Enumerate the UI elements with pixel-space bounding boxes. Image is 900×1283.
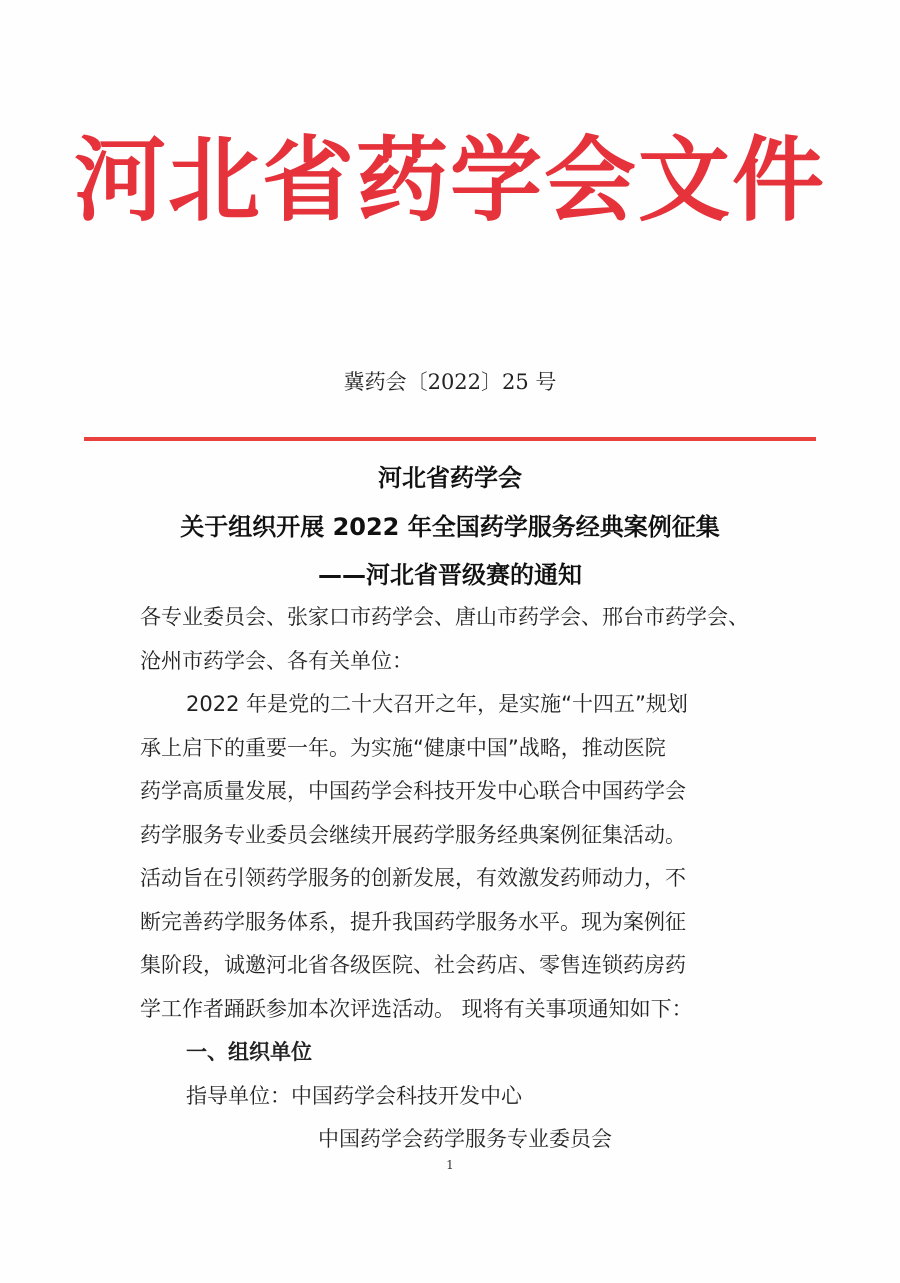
- notice-body: [140, 596, 780, 1162]
- addressee-line: 各专业委员会、张家口市药学会、唐山市药学会、邢台市药学会、: [140, 605, 749, 629]
- paragraph-line: 断完善药学服务体系，提升我国药学服务水平。现为案例征: [140, 909, 686, 934]
- red-divider-line: [84, 437, 816, 441]
- masthead-title: 河北省药学会文件: [73, 126, 826, 234]
- paragraph-line: 药学高质量发展，中国药学会科技开发中心联合中国药学会: [140, 779, 686, 803]
- paragraph-line: 活动旨在引领药学服务的创新发展，有效激发药师动力，不: [140, 866, 686, 890]
- guide-unit-line: 指导单位：中国药学会科技开发中心: [186, 1083, 522, 1108]
- page-number: 1: [446, 1158, 454, 1172]
- notice-title-line-3: ——河北省晋级赛的通知: [318, 561, 582, 589]
- notice-title-line-2: 关于组织开展 2022 年全国药学服务经典案例征集: [180, 513, 720, 541]
- paragraph-line: 集阶段，诚邀河北省各级医院、社会药店、零售连锁药房药: [140, 953, 686, 977]
- paragraph-line: 药学服务专业委员会继续开展药学服务经典案例征集活动。: [140, 822, 686, 847]
- guide-unit-line: 中国药学会药学服务专业委员会: [318, 1127, 612, 1151]
- section-heading: 一、组织单位: [186, 1040, 312, 1064]
- paragraph-line: 2022 年是党的二十大召开之年，是实施“十四五”规划: [186, 692, 688, 716]
- notice-title-line-1: 河北省药学会: [378, 464, 522, 492]
- document-number: 冀药会〔2022〕25 号: [343, 370, 557, 394]
- addressee-line: 沧州市药学会、各有关单位：: [140, 648, 413, 673]
- paragraph-line: 学工作者踊跃参加本次评选活动。 现将有关事项通知如下：: [140, 996, 693, 1021]
- paragraph-line: 承上启下的重要一年。为实施“健康中国”战略，推动医院: [140, 735, 666, 760]
